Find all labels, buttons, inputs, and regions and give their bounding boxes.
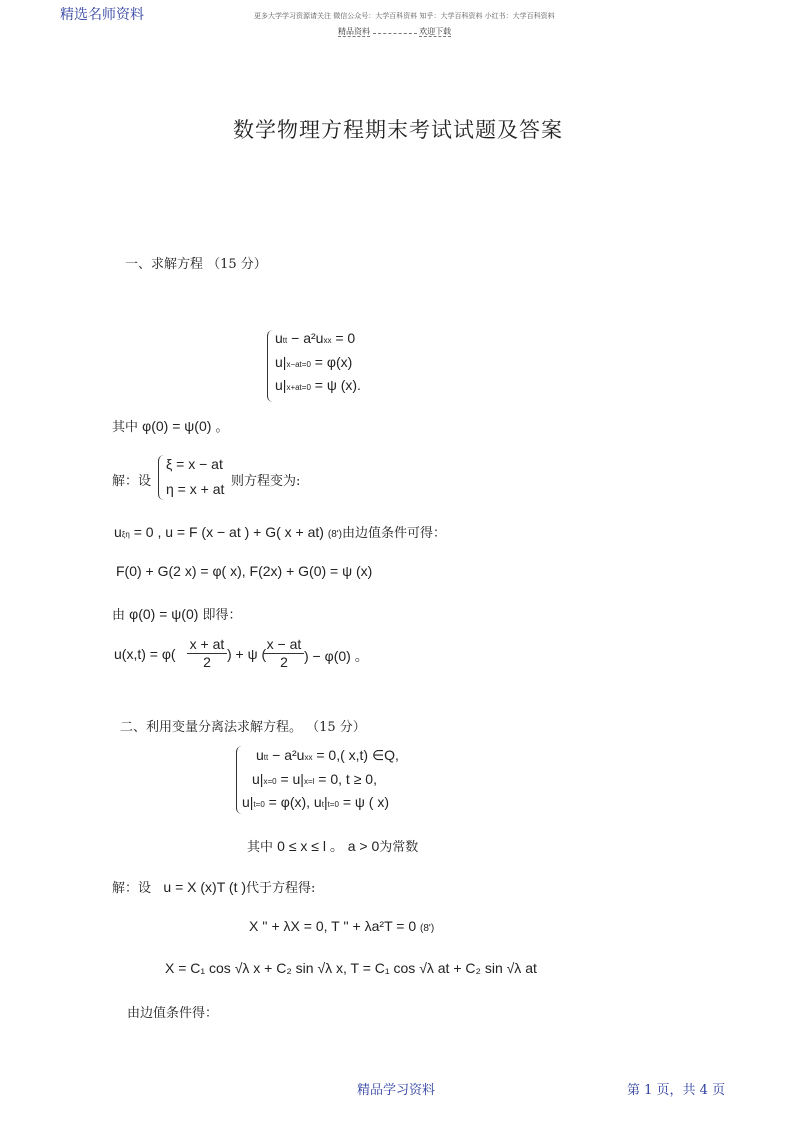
q1-system-brace <box>267 330 274 402</box>
q1-cond-end: 。 <box>215 420 229 435</box>
q2-l3-mid: = φ(x), u <box>264 794 322 810</box>
q2-l3-bar: | <box>323 794 328 810</box>
footer-center: 精品学习资料 <box>357 1083 436 1098</box>
q2-sol-tail: 代于方程得: <box>246 881 316 896</box>
q1-eq2: F(0) + G(2 x) = φ( x), F(2x) + G(0) = ψ (x) <box>116 563 373 579</box>
q1-l1-rest: − a²u <box>287 330 324 346</box>
q2-l1-sub2: xx <box>304 753 313 762</box>
page-title: 数学物理方程期末考试试题及答案 <box>233 118 563 142</box>
q1-sub1: ξ = x − at <box>166 456 223 472</box>
q2-l2-mid: = u| <box>276 771 304 787</box>
q1-l3-end: = ψ (x). <box>310 377 361 393</box>
q1-heading: 一、求解方程 （15 分） <box>125 257 267 272</box>
q2-l3-end: = ψ ( x) <box>338 794 389 810</box>
q2-cond-prefix: 其中 <box>247 840 274 855</box>
q2-l1-sub: tt <box>263 753 269 762</box>
q1-l3-u: u| <box>275 377 287 393</box>
q2-boundary: 由边值条件得： <box>127 1006 219 1021</box>
q1-frac2-num: x − at <box>264 636 304 654</box>
q1-frac1-num: x + at <box>187 636 227 654</box>
q1-eq1-sub: ξη <box>121 530 130 539</box>
q2-l2-u: u| <box>252 771 264 787</box>
header-tags <box>338 26 451 37</box>
q1-eq1-tail: 由边值条件可得： <box>342 526 447 541</box>
q1-l1-u: u <box>275 330 283 346</box>
q2-ode-eq: X '' + λX = 0, T '' + λa²T = 0 <box>249 918 417 934</box>
q2-condition <box>247 836 418 856</box>
q1-eq-line1 <box>275 330 355 346</box>
q2-general-solution: X = C₁ cos √λ x + C₂ sin √λ x, T = C₁ cos √λ at + C₂ sin √λ at <box>165 960 537 976</box>
q2-eq-line3 <box>242 794 389 810</box>
q2-sol <box>112 877 315 896</box>
q1-l2-sub: x−at=0 <box>286 360 311 369</box>
header-right-tag: 欢迎下载 <box>419 27 452 36</box>
q1-eq1-body: = 0 , u = F (x − at ) + G( x + at) <box>129 524 324 540</box>
q1-sol-label: 解：设 <box>112 474 152 489</box>
q1-eq1 <box>114 522 446 541</box>
q2-l3-sub2: t <box>321 800 324 809</box>
q1-eq-line2 <box>275 354 352 370</box>
q1-condition <box>112 416 229 435</box>
q1-eq-line3 <box>275 377 361 393</box>
q1-sub2: η = x + at <box>166 481 225 497</box>
header-dash-line <box>373 33 417 34</box>
q2-heading: 二、利用变量分离法求解方程。 （15 分） <box>120 720 366 735</box>
q1-sub-brace <box>158 455 165 500</box>
q2-sol-label: 解：设 <box>112 881 152 896</box>
header-left-tag: 精品资料 <box>338 27 370 36</box>
q1-eq1-mark: (8') <box>327 529 342 540</box>
q1-eq1-u: u <box>114 524 122 540</box>
q1-from-eq: φ(0) = ψ(0) <box>129 606 199 622</box>
q2-sol-eq: u = X (x)T (t ) <box>163 879 247 895</box>
q1-l1-sub: tt <box>282 336 288 345</box>
q1-final-c: ) − φ(0) 。 <box>304 648 369 664</box>
q2-l2-sub2: x=l <box>303 777 315 786</box>
q1-l1-sub2: xx <box>323 336 332 345</box>
q2-l2-sub: x=0 <box>263 777 277 786</box>
q1-from-tail: 即得： <box>202 608 242 623</box>
q2-eq-line1 <box>256 747 399 764</box>
header-info: 更多大学学习资源请关注 微信公众号：大学百科资料 知乎：大学百科资料 小红书：大学百科资料 <box>254 12 555 20</box>
q1-l3-sub: x+at=0 <box>286 383 311 392</box>
q1-frac1-den: 2 <box>203 654 211 670</box>
q1-final-a: u(x,t) = φ( <box>114 646 176 662</box>
q2-l1-mid: − a²u <box>268 747 305 763</box>
q1-from-label: 由 <box>112 608 126 623</box>
q1-cond-eq: φ(0) = ψ(0) <box>142 418 212 434</box>
q2-l3-u: u| <box>242 794 254 810</box>
q1-cond-prefix: 其中 <box>112 420 139 435</box>
q2-l1-end: = 0,( x,t) ∈Q, <box>312 747 399 763</box>
q1-frac2 <box>264 636 304 671</box>
q1-final-b: ) + ψ ( <box>227 646 267 662</box>
brand-label: 精选名师资料 <box>60 7 144 23</box>
q1-l1-end: = 0 <box>331 330 356 346</box>
q1-l2-end: = φ(x) <box>310 354 353 370</box>
q2-l2-end: = 0, t ≥ 0, <box>314 771 377 787</box>
q2-ode <box>249 918 434 934</box>
q2-eq-line2 <box>252 771 377 787</box>
q2-l3-sub: t=0 <box>253 800 265 809</box>
q2-cond-tail: 为常数 <box>379 840 419 855</box>
q2-cond-eq: 0 ≤ x ≤ l 。 a > 0 <box>277 838 380 854</box>
q2-l1-u: u <box>256 747 264 763</box>
q2-l3-sub3: t=0 <box>327 800 339 809</box>
q1-l2-u: u| <box>275 354 287 370</box>
q1-frac2-den: 2 <box>280 654 288 670</box>
page-number: 第 1 页，共 4 页 <box>627 1083 726 1098</box>
q1-sub-tail: 则方程变为: <box>231 474 301 489</box>
q1-from <box>112 604 242 623</box>
q2-ode-mark: (8') <box>420 923 435 934</box>
q1-frac1 <box>187 636 227 671</box>
